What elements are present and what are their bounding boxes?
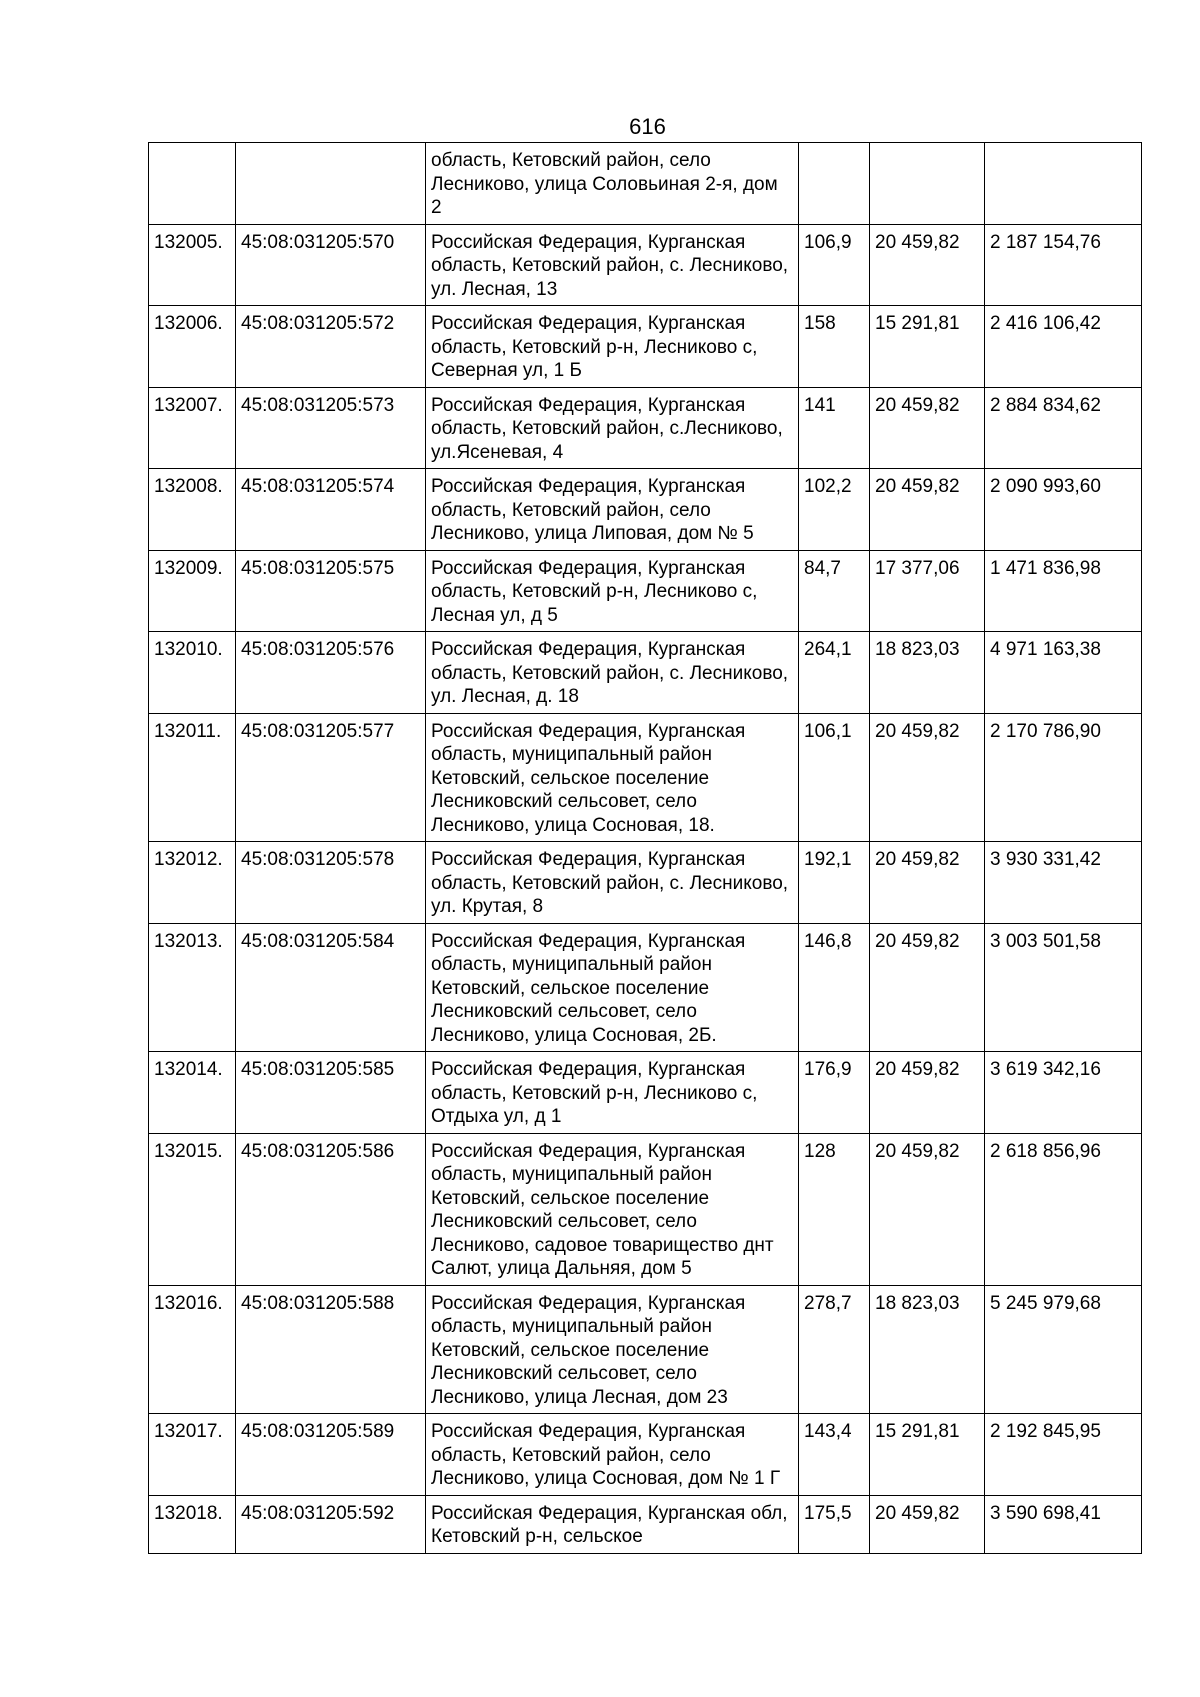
table-row <box>149 1414 1142 1496</box>
address-cell: Российская Федерация, Курганская область, муниципальный район Кетовский, сельское поселение Лесниковский сельсовет, село Лесниково, садовое товарищество днт Салют, улица Дальняя, дом 5 <box>426 1133 799 1285</box>
row-number-cell: 132009. <box>149 550 236 632</box>
cadastral-value-cell: 2 187 154,76 <box>985 224 1142 306</box>
cadastral-value-cell: 3 619 342,16 <box>985 1052 1142 1134</box>
address-cell: Российская Федерация, Курганская область, муниципальный район Кетовский, сельское поселение Лесниковский сельсовет, село Лесниково, улица Лесная, дом 23 <box>426 1285 799 1414</box>
cadastral-value-cell: 5 245 979,68 <box>985 1285 1142 1414</box>
table-row <box>149 387 1142 469</box>
cadastral-number-cell: 45:08:031205:575 <box>236 550 426 632</box>
specific-value-cell: 20 459,82 <box>870 1133 985 1285</box>
cadastral-value-cell: 2 192 845,95 <box>985 1414 1142 1496</box>
area-cell <box>799 143 870 225</box>
specific-value-cell: 15 291,81 <box>870 1414 985 1496</box>
address-cell: Российская Федерация, Курганская область, Кетовский район, село Лесниково, улица Сосновая, дом № 1 Г <box>426 1414 799 1496</box>
specific-value-cell <box>870 143 985 225</box>
cadastral-number-cell: 45:08:031205:577 <box>236 713 426 842</box>
property-table <box>148 142 1142 1554</box>
specific-value-cell: 20 459,82 <box>870 713 985 842</box>
address-cell: Российская Федерация, Курганская область, Кетовский р-н, Лесниково с, Северная ул, 1 Б <box>426 306 799 388</box>
row-number-cell <box>149 143 236 225</box>
area-cell: 158 <box>799 306 870 388</box>
table-row <box>149 713 1142 842</box>
cadastral-number-cell: 45:08:031205:592 <box>236 1495 426 1553</box>
table-row <box>149 1133 1142 1285</box>
row-number-cell: 132018. <box>149 1495 236 1553</box>
cadastral-value-cell: 4 971 163,38 <box>985 632 1142 714</box>
specific-value-cell: 18 823,03 <box>870 632 985 714</box>
specific-value-cell: 20 459,82 <box>870 1495 985 1553</box>
cadastral-value-cell: 3 003 501,58 <box>985 923 1142 1052</box>
cadastral-number-cell: 45:08:031205:574 <box>236 469 426 551</box>
area-cell: 176,9 <box>799 1052 870 1134</box>
address-cell: Российская Федерация, Курганская область, Кетовский район, село Лесниково, улица Липовая, дом № 5 <box>426 469 799 551</box>
cadastral-value-cell: 2 884 834,62 <box>985 387 1142 469</box>
cadastral-value-cell: 2 090 993,60 <box>985 469 1142 551</box>
table-row <box>149 306 1142 388</box>
specific-value-cell: 20 459,82 <box>870 387 985 469</box>
address-cell: область, Кетовский район, село Лесниково, улица Соловьиная 2-я, дом 2 <box>426 143 799 225</box>
cadastral-number-cell: 45:08:031205:578 <box>236 842 426 924</box>
address-cell: Российская Федерация, Курганская область, муниципальный район Кетовский, сельское поселение Лесниковский сельсовет, село Лесниково, улица Сосновая, 18. <box>426 713 799 842</box>
cadastral-number-cell: 45:08:031205:570 <box>236 224 426 306</box>
cadastral-number-cell: 45:08:031205:586 <box>236 1133 426 1285</box>
table-row <box>149 842 1142 924</box>
row-number-cell: 132014. <box>149 1052 236 1134</box>
area-cell: 264,1 <box>799 632 870 714</box>
cadastral-number-cell: 45:08:031205:584 <box>236 923 426 1052</box>
row-number-cell: 132016. <box>149 1285 236 1414</box>
row-number-cell: 132011. <box>149 713 236 842</box>
cadastral-value-cell: 3 590 698,41 <box>985 1495 1142 1553</box>
area-cell: 128 <box>799 1133 870 1285</box>
table-row <box>149 550 1142 632</box>
row-number-cell: 132008. <box>149 469 236 551</box>
area-cell: 146,8 <box>799 923 870 1052</box>
address-cell: Российская Федерация, Курганская область, Кетовский район, с. Лесниково, ул. Крутая, 8 <box>426 842 799 924</box>
area-cell: 106,1 <box>799 713 870 842</box>
area-cell: 84,7 <box>799 550 870 632</box>
row-number-cell: 132006. <box>149 306 236 388</box>
specific-value-cell: 20 459,82 <box>870 1052 985 1134</box>
row-number-cell: 132017. <box>149 1414 236 1496</box>
area-cell: 175,5 <box>799 1495 870 1553</box>
table-row <box>149 1052 1142 1134</box>
cadastral-value-cell <box>985 143 1142 225</box>
table-row <box>149 1285 1142 1414</box>
row-number-cell: 132007. <box>149 387 236 469</box>
address-cell: Российская Федерация, Курганская область, Кетовский р-н, Лесниково с, Лесная ул, д 5 <box>426 550 799 632</box>
page-number: 616 <box>629 114 666 139</box>
specific-value-cell: 20 459,82 <box>870 224 985 306</box>
address-cell: Российская Федерация, Курганская обл, Кетовский р-н, сельское <box>426 1495 799 1553</box>
table-row <box>149 923 1142 1052</box>
address-cell: Российская Федерация, Курганская область, Кетовский район, с.Лесниково, ул.Ясеневая, 4 <box>426 387 799 469</box>
row-number-cell: 132013. <box>149 923 236 1052</box>
cadastral-number-cell: 45:08:031205:589 <box>236 1414 426 1496</box>
specific-value-cell: 15 291,81 <box>870 306 985 388</box>
address-cell: Российская Федерация, Курганская область, Кетовский р-н, Лесниково с, Отдыха ул, д 1 <box>426 1052 799 1134</box>
row-number-cell: 132010. <box>149 632 236 714</box>
row-number-cell: 132005. <box>149 224 236 306</box>
area-cell: 102,2 <box>799 469 870 551</box>
table-row <box>149 632 1142 714</box>
address-cell: Российская Федерация, Курганская область, Кетовский район, с. Лесниково, ул. Лесная, д. 18 <box>426 632 799 714</box>
cadastral-value-cell: 2 416 106,42 <box>985 306 1142 388</box>
specific-value-cell: 17 377,06 <box>870 550 985 632</box>
area-cell: 192,1 <box>799 842 870 924</box>
cadastral-value-cell: 1 471 836,98 <box>985 550 1142 632</box>
area-cell: 106,9 <box>799 224 870 306</box>
specific-value-cell: 20 459,82 <box>870 842 985 924</box>
row-number-cell: 132015. <box>149 1133 236 1285</box>
specific-value-cell: 20 459,82 <box>870 469 985 551</box>
address-cell: Российская Федерация, Курганская область, Кетовский район, с. Лесниково, ул. Лесная, 13 <box>426 224 799 306</box>
specific-value-cell: 18 823,03 <box>870 1285 985 1414</box>
cadastral-value-cell: 2 170 786,90 <box>985 713 1142 842</box>
area-cell: 143,4 <box>799 1414 870 1496</box>
table-row <box>149 143 1142 225</box>
row-number-cell: 132012. <box>149 842 236 924</box>
cadastral-number-cell: 45:08:031205:576 <box>236 632 426 714</box>
area-cell: 141 <box>799 387 870 469</box>
cadastral-number-cell: 45:08:031205:573 <box>236 387 426 469</box>
cadastral-value-cell: 2 618 856,96 <box>985 1133 1142 1285</box>
specific-value-cell: 20 459,82 <box>870 923 985 1052</box>
table-row <box>149 469 1142 551</box>
cadastral-number-cell: 45:08:031205:585 <box>236 1052 426 1134</box>
cadastral-number-cell: 45:08:031205:588 <box>236 1285 426 1414</box>
table-body <box>149 143 1142 1554</box>
address-cell: Российская Федерация, Курганская область, муниципальный район Кетовский, сельское поселение Лесниковский сельсовет, село Лесниково, улица Сосновая, 2Б. <box>426 923 799 1052</box>
table-row <box>149 1495 1142 1553</box>
table-row <box>149 224 1142 306</box>
cadastral-value-cell: 3 930 331,42 <box>985 842 1142 924</box>
cadastral-number-cell: 45:08:031205:572 <box>236 306 426 388</box>
area-cell: 278,7 <box>799 1285 870 1414</box>
cadastral-number-cell <box>236 143 426 225</box>
